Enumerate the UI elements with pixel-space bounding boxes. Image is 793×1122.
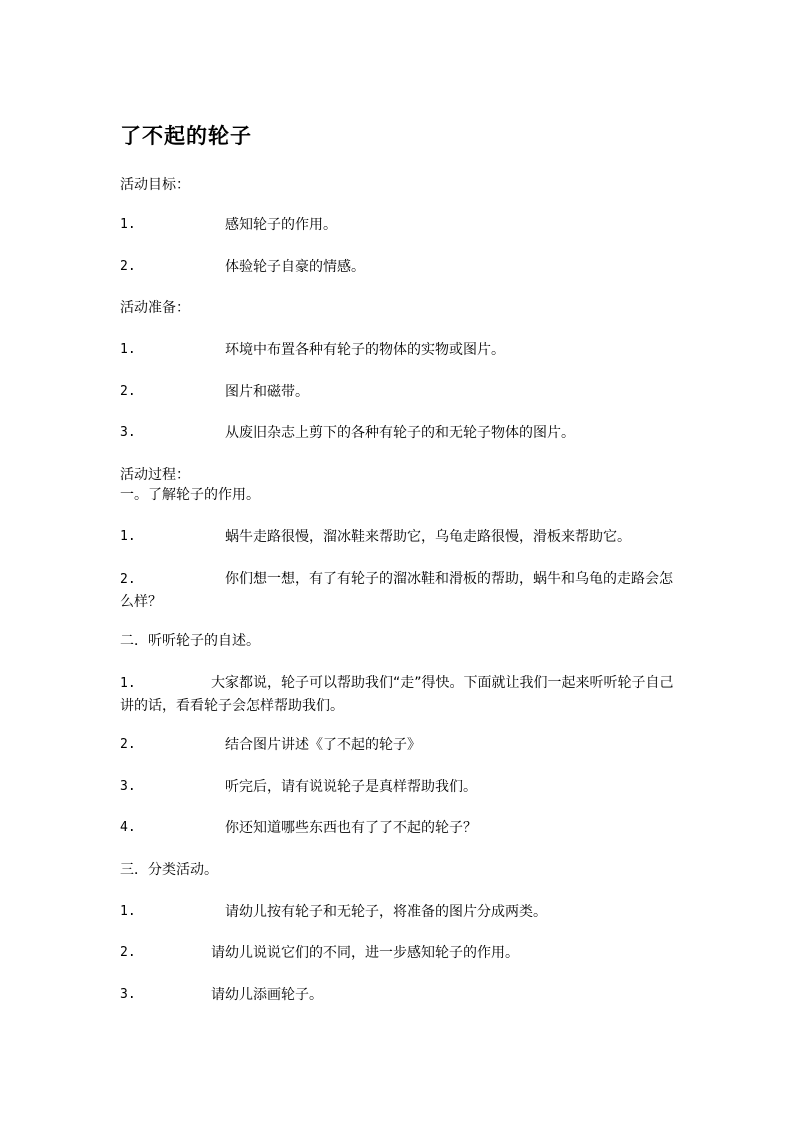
process-heading: 活动过程： (120, 467, 190, 483)
section-heading: 一。了解轮子的作用。 (120, 487, 260, 503)
list-item-number: 4. (120, 820, 136, 835)
list-item-text: 从废旧杂志上剪下的各种有轮子的和无轮子物体的图片。 (225, 425, 575, 441)
list-item-text: 你还知道哪些东西也有了了不起的轮子？ (225, 820, 477, 836)
list-item-text: 环境中布置各种有轮子的物体的实物或图片。 (225, 342, 505, 358)
list-item-number: 1. (120, 342, 136, 357)
section-heading: 二．听听轮子的自述。 (120, 633, 260, 649)
goals-heading: 活动目标： (120, 177, 190, 193)
list-item-text: 蜗牛走路很慢，溜冰鞋来帮助它，乌龟走路很慢，滑板来帮助它。 (225, 529, 631, 545)
list-item-text: 图片和磁带。 (225, 384, 309, 400)
list-item (120, 568, 680, 613)
list-item-number: 1. (120, 529, 136, 544)
list-item-number: 1. (120, 217, 136, 232)
page-title: 了不起的轮子 (120, 123, 252, 148)
list-item-text: 感知轮子的作用。 (225, 217, 337, 233)
list-item-text: 请幼儿说说它们的不同，进一步感知轮子的作用。 (211, 945, 519, 961)
list-item-text: 大家都说，轮子可以帮助我们“走”得快。下面就让我们一起来听听轮子自己讲的话，看看轮子会怎样帮助我们。 (120, 675, 674, 714)
list-item-number: 3. (120, 987, 136, 1002)
list-item-number: 1. (120, 676, 136, 691)
prep-heading: 活动准备： (120, 300, 190, 316)
list-item-number: 2. (120, 259, 136, 274)
list-item-text: 你们想一想，有了有轮子的溜冰鞋和滑板的帮助，蜗牛和乌龟的走路会怎么样？ (120, 571, 673, 610)
list-item-number: 3. (120, 425, 136, 440)
list-item-number: 3. (120, 779, 136, 794)
list-item-text: 体验轮子自豪的情感。 (225, 259, 365, 275)
list-item-text: 请幼儿按有轮子和无轮子，将准备的图片分成两类。 (225, 904, 547, 920)
list-item-number: 1. (120, 904, 136, 919)
list-item-number: 2. (120, 945, 136, 960)
list-item-text: 请幼儿添画轮子。 (211, 987, 323, 1003)
list-item-number: 2. (120, 737, 136, 752)
section-heading: 三．分类活动。 (120, 862, 218, 878)
list-item-text: 结合图片讲述《了不起的轮子》 (225, 737, 421, 753)
list-item-text: 听完后，请有说说轮子是真样帮助我们。 (225, 779, 477, 795)
list-item-number: 2. (120, 384, 136, 399)
list-item (120, 672, 680, 717)
list-item-number: 2. (120, 572, 136, 587)
